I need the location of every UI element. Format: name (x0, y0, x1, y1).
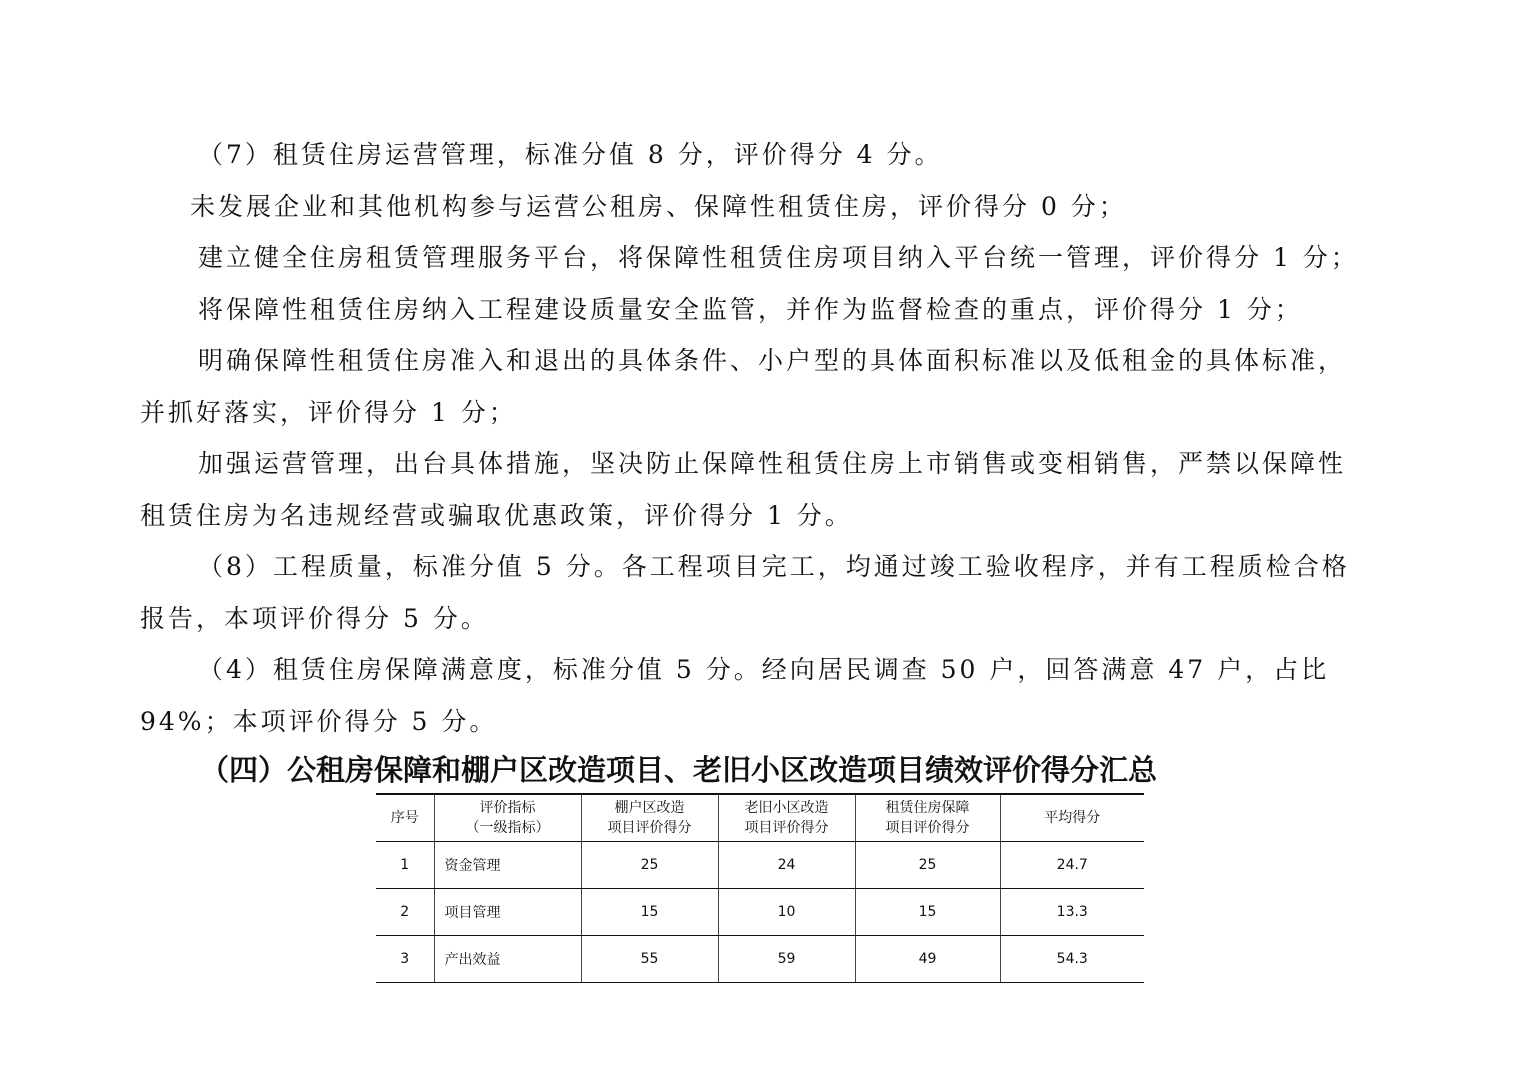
table-header-row (376, 794, 1144, 842)
header-index: 序号 (376, 794, 434, 842)
table-row (376, 842, 1144, 889)
cell-rental-score: 49 (855, 936, 1000, 983)
text-line: 未发展企业和其他机构参与运营公租房、保障性租赁住房，评价得分 0 分； (190, 192, 1127, 221)
cell-index: 3 (376, 936, 434, 983)
cell-index: 2 (376, 889, 434, 936)
cell-rental-score: 15 (855, 889, 1000, 936)
section-heading: （四）公租房保障和棚户区改造项目、老旧小区改造项目绩效评价得分汇总 (200, 753, 1158, 787)
cell-shantytown-score: 55 (581, 936, 718, 983)
header-average-score: 平均得分 (1000, 794, 1144, 842)
table-row (376, 889, 1144, 936)
text-line: （7）租赁住房运营管理，标准分值 8 分，评价得分 4 分。 (198, 140, 943, 169)
paragraph-rental-operation (140, 129, 1384, 181)
score-summary-table (376, 793, 1144, 983)
header-indicator: 评价指标 （一级指标） (434, 794, 581, 842)
paragraph-satisfaction (140, 644, 1384, 748)
text-line: （8）工程质量，标准分值 5 分。各工程项目完工，均通过竣工验收程序，并有工程质检合格 (198, 552, 1350, 581)
cell-shantytown-score: 25 (581, 842, 718, 889)
paragraph-operation-management (140, 438, 1384, 542)
cell-rental-score: 25 (855, 842, 1000, 889)
paragraph-service-platform (140, 232, 1384, 284)
table-row (376, 936, 1144, 983)
cell-average-score: 54.3 (1000, 936, 1144, 983)
cell-indicator: 产出效益 (434, 936, 581, 983)
text-line: 加强运营管理，出台具体措施，坚决防止保障性租赁住房上市销售或变相销售，严禁以保障性 (198, 449, 1347, 478)
paragraph-engineering-quality (140, 541, 1384, 645)
text-line: 明确保障性租赁住房准入和退出的具体条件、小户型的具体面积标准以及低租金的具体标准， (198, 346, 1347, 375)
text-line: （4）租赁住房保障满意度，标准分值 5 分。经向居民调查 50 户，回答满意 47 户，占比 (198, 655, 1330, 684)
text-line: 建立健全住房租赁管理服务平台，将保障性租赁住房项目纳入平台统一管理，评价得分 1 分； (198, 243, 1359, 272)
header-old-community-score: 老旧小区改造 项目评价得分 (718, 794, 855, 842)
cell-average-score: 13.3 (1000, 889, 1144, 936)
cell-old-community-score: 59 (718, 936, 855, 983)
text-line: 报告，本项评价得分 5 分。 (140, 604, 489, 633)
text-line: 将保障性租赁住房纳入工程建设质量安全监管，并作为监督检查的重点，评价得分 1 分； (198, 295, 1303, 324)
cell-average-score: 24.7 (1000, 842, 1144, 889)
cell-old-community-score: 10 (718, 889, 855, 936)
cell-index: 1 (376, 842, 434, 889)
text-line: 租赁住房为名违规经营或骗取优惠政策，评价得分 1 分。 (140, 501, 853, 530)
paragraph-entry-exit-conditions (140, 335, 1384, 439)
cell-indicator: 项目管理 (434, 889, 581, 936)
cell-shantytown-score: 15 (581, 889, 718, 936)
header-rental-score: 租赁住房保障 项目评价得分 (855, 794, 1000, 842)
text-line: 94%；本项评价得分 5 分。 (140, 707, 498, 736)
cell-old-community-score: 24 (718, 842, 855, 889)
header-shantytown-score: 棚户区改造 项目评价得分 (581, 794, 718, 842)
paragraph-quality-supervision (140, 284, 1384, 336)
cell-indicator: 资金管理 (434, 842, 581, 889)
paragraph-no-enterprise (140, 181, 1384, 233)
text-line: 并抓好落实，评价得分 1 分； (140, 398, 517, 427)
